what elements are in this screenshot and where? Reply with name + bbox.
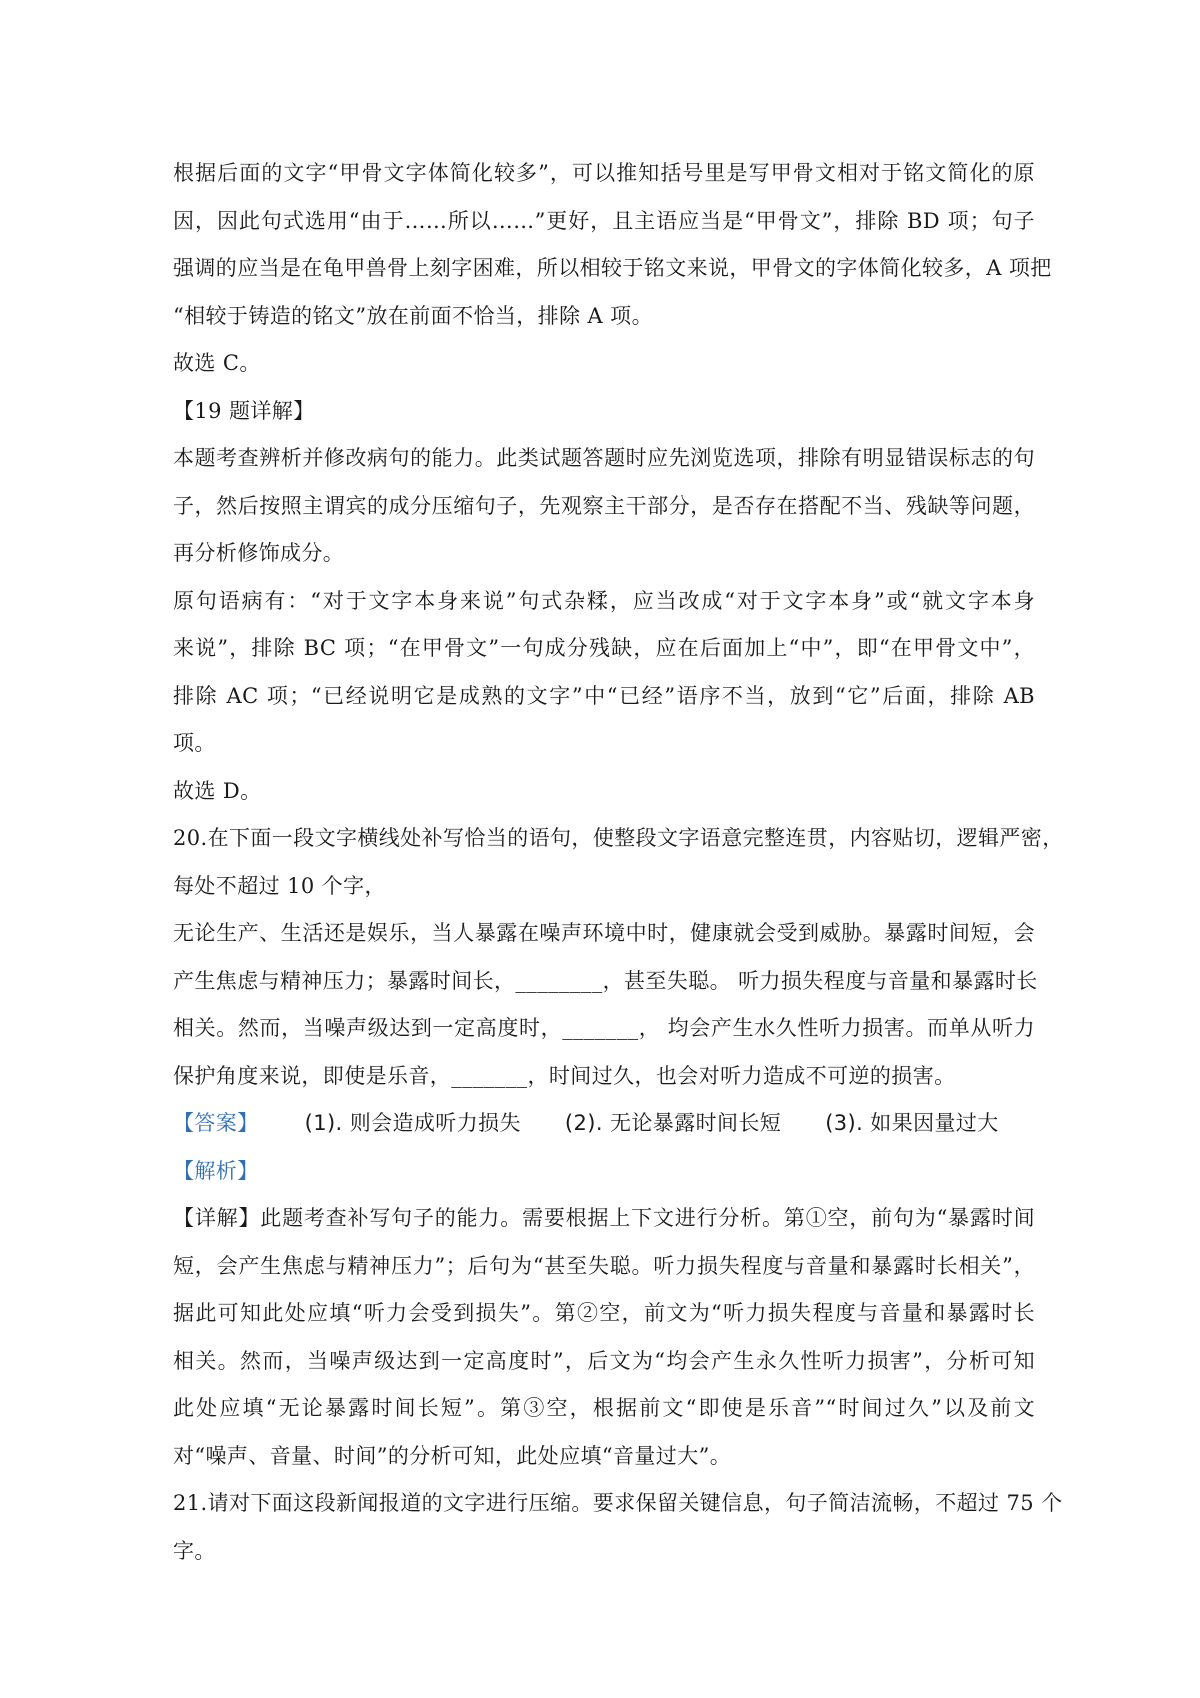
text-line: 产生焦虑与精神压力；暴露时间长，________，甚至失聪。 听力损失程度与音量和暴露时长 (173, 968, 1038, 993)
document-page (173, 150, 1064, 1575)
q19-header: 【19 题详解】 (173, 398, 315, 423)
answer-label: 【答案】 (173, 1111, 259, 1135)
q20-detail (173, 1195, 1035, 1480)
text-line: “相较于铸造的铭文”放在前面不恰当，排除 A 项。 (173, 303, 653, 328)
text-line: 本题考查辨析并修改病句的能力。此类试题答题时应先浏览选项，排除有明显错误标志的句 (173, 446, 1035, 470)
text-line: 保护角度来说，即使是乐音，_______，时间过久，也会对听力造成不可逆的损害。 (173, 1063, 956, 1088)
q19-choice: 故选 D。 (173, 778, 262, 803)
q19-intro (173, 435, 1035, 578)
q21-stem (173, 1480, 1063, 1575)
text-line: 因，因此句式选用“由于……所以……”更好，且主语应当是“甲骨文”，排除 BD 项；句子 (173, 208, 1035, 233)
answer-item: (1). 则会造成听力损失 (304, 1111, 521, 1135)
text-line: 短，会产生焦虑与精神压力”；后句为“甚至失聪。听力损失程度与音量和暴露时长相关”， (173, 1253, 1035, 1278)
text-line: 项。 (173, 731, 216, 755)
text-line: 据此可知此处应填“听力会受到损失”。第②空，前文为“听力损失程度与音量和暴露时长 (173, 1301, 1035, 1325)
analysis-label: 【解析】 (173, 1158, 259, 1183)
text-line: 【详解】此题考查补写句子的能力。需要根据上下文进行分析。第①空，前句为“暴露时间 (173, 1206, 1035, 1230)
text-line: 强调的应当是在龟甲兽骨上刻字困难，所以相较于铭文来说，甲骨文的字体简化较多，A 项把 (173, 256, 1052, 280)
text-line: 相关。然而，当噪声级达到一定高度时”，后文为“均会产生永久性听力损害”，分析可知 (173, 1348, 1035, 1373)
q18-choice: 故选 C。 (173, 351, 261, 375)
text-line: 21.请对下面这段新闻报道的文字进行压缩。要求保留关键信息，句子简洁流畅，不超过 75 个 (173, 1491, 1063, 1515)
q19-errors (173, 578, 1035, 768)
text-line: 无论生产、生活还是娱乐，当人暴露在噪声环境中时，健康就会受到威胁。暴露时间短，会 (173, 921, 1035, 945)
answer-item: (2). 无论暴露时间长短 (564, 1111, 782, 1135)
text-line: 子，然后按照主谓宾的成分压缩句子，先观察主干部分，是否存在搭配不当、残缺等问题， (173, 493, 1035, 518)
q18-analysis (173, 150, 1052, 340)
text-line: 排除 AC 项；“已经说明它是成熟的文字”中“已经”语序不当，放到“它”后面，排除 AB (173, 683, 1035, 708)
q20-stem (173, 815, 1064, 910)
text-line: 每处不超过 10 个字， (173, 873, 386, 898)
text-line: 相关。然而，当噪声级达到一定高度时，_______， 均会产生水久性听力损害。而单从听力 (173, 1016, 1035, 1040)
text-line: 此处应填“无论暴露时间长短”。第③空，根据前文“即使是乐音”“时间过久”以及前文 (173, 1396, 1035, 1420)
text-line: 对“噪声、音量、时间”的分析可知，此处应填“音量过大”。 (173, 1443, 732, 1468)
q20-passage (173, 910, 1038, 1100)
q20-answer (173, 1100, 1035, 1148)
text-line: 再分析修饰成分。 (173, 541, 345, 565)
text-line: 字。 (173, 1538, 216, 1563)
text-line: 20.在下面一段文字横线处补写恰当的语句，使整段文字语意完整连贯，内容贴切，逻辑严密， (173, 826, 1064, 850)
text-line: 来说”，排除 BC 项；“在甲骨文”一句成分残缺，应在后面加上“中”，即“在甲骨文中”， (173, 636, 1035, 660)
answer-item: (3). 如果因量过大 (825, 1111, 999, 1135)
text-line: 原句语病有：“对于文字本身来说”句式杂糅，应当改成“对于文字本身”或“就文字本身 (173, 588, 1035, 613)
text-line: 根据后面的文字“甲骨文字体简化较多”，可以推知括号里是写甲骨文相对于铭文简化的原 (173, 161, 1035, 185)
